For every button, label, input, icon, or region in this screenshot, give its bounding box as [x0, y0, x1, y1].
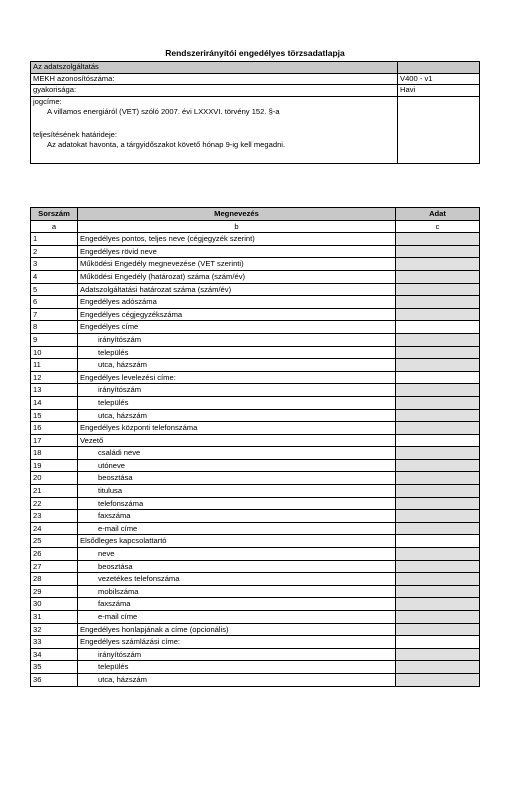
data-input-cell[interactable]	[396, 548, 480, 561]
table-row	[31, 396, 480, 409]
row-label: Engedélyes levelezési címe:	[78, 371, 396, 384]
data-input-cell[interactable]	[396, 573, 480, 586]
row-label: Működési Engedély megnevezése (VET szerinti)	[78, 258, 396, 271]
row-label: utóneve	[78, 459, 396, 472]
row-number: 26	[31, 548, 78, 561]
row-label: irányítószám	[78, 333, 396, 346]
data-input-cell[interactable]	[396, 233, 480, 246]
deadline-text: Az adatokat havonta, a tárgyidőszakot követő hónap 9-ig kell megadni.	[31, 140, 398, 151]
section-header-value	[398, 62, 480, 74]
mekh-label: MEKH azonosítószáma:	[31, 73, 398, 85]
spacer-bottom-value	[398, 151, 480, 164]
row-label: családi neve	[78, 447, 396, 460]
row-number: 1	[31, 233, 78, 246]
deadline-label: teljesítésének határideje:	[31, 130, 398, 141]
row-number: 32	[31, 623, 78, 636]
spacer-value	[398, 118, 480, 130]
row-label: település	[78, 346, 396, 359]
row-number: 20	[31, 472, 78, 485]
data-input-cell[interactable]	[396, 384, 480, 397]
frequency-label: gyakorisága:	[31, 85, 398, 97]
table-row	[31, 673, 480, 686]
row-number: 17	[31, 434, 78, 447]
row-label: Vezető	[78, 434, 396, 447]
data-input-cell[interactable]	[396, 346, 480, 359]
row-number: 21	[31, 485, 78, 498]
subheader-b: b	[78, 220, 396, 233]
table-row	[31, 270, 480, 283]
row-number: 11	[31, 359, 78, 372]
row-label: e-mail címe	[78, 522, 396, 535]
row-label: Adatszolgáltatási határozat száma (szám/év)	[78, 283, 396, 296]
row-number: 33	[31, 636, 78, 649]
table-row	[31, 585, 480, 598]
row-label: titulusa	[78, 485, 396, 498]
row-label: irányítószám	[78, 648, 396, 661]
table-row	[31, 283, 480, 296]
legal-basis-label: jogcíme:	[31, 96, 398, 107]
row-label: utca, házszám	[78, 673, 396, 686]
data-input-cell[interactable]	[396, 648, 480, 661]
row-number: 28	[31, 573, 78, 586]
row-label: település	[78, 396, 396, 409]
table-row	[31, 384, 480, 397]
data-input-cell[interactable]	[396, 270, 480, 283]
row-label: beosztása	[78, 560, 396, 573]
table-row	[31, 510, 480, 523]
row-label: Engedélyes honlapjának a címe (opcionális)	[78, 623, 396, 636]
table-row	[31, 333, 480, 346]
row-label: Engedélyes cégjegyzékszáma	[78, 308, 396, 321]
data-input-cell	[396, 321, 480, 334]
data-input-cell[interactable]	[396, 560, 480, 573]
data-input-cell[interactable]	[396, 296, 480, 309]
table-row	[31, 598, 480, 611]
master-data-table	[30, 207, 480, 687]
data-input-cell[interactable]	[396, 585, 480, 598]
table-row	[31, 522, 480, 535]
table-row	[31, 296, 480, 309]
row-number: 27	[31, 560, 78, 573]
row-label: Engedélyes pontos, teljes neve (cégjegyzék szerint)	[78, 233, 396, 246]
data-input-cell	[396, 371, 480, 384]
row-label: utca, házszám	[78, 359, 396, 372]
row-number: 4	[31, 270, 78, 283]
data-input-cell[interactable]	[396, 245, 480, 258]
data-input-cell	[396, 636, 480, 649]
data-input-cell[interactable]	[396, 485, 480, 498]
row-label: mobilszáma	[78, 585, 396, 598]
row-number: 12	[31, 371, 78, 384]
table-row	[31, 636, 480, 649]
row-number: 7	[31, 308, 78, 321]
row-label: Engedélyes címe	[78, 321, 396, 334]
legal-basis-text: A villamos energiáról (VET) szóló 2007. évi LXXXVI. törvény 152. §-a	[31, 107, 398, 118]
row-number: 35	[31, 661, 78, 674]
table-row	[31, 648, 480, 661]
data-input-cell[interactable]	[396, 522, 480, 535]
row-number: 34	[31, 648, 78, 661]
row-number: 31	[31, 611, 78, 624]
data-input-cell[interactable]	[396, 472, 480, 485]
table-row	[31, 459, 480, 472]
data-input-cell[interactable]	[396, 623, 480, 636]
row-number: 29	[31, 585, 78, 598]
table-row	[31, 497, 480, 510]
table-row	[31, 447, 480, 460]
table-row	[31, 258, 480, 271]
deadline-text-value	[398, 140, 480, 151]
data-input-cell[interactable]	[396, 283, 480, 296]
table-header-row	[31, 208, 480, 221]
data-input-cell[interactable]	[396, 459, 480, 472]
header-data: Adat	[396, 208, 480, 221]
data-input-cell[interactable]	[396, 308, 480, 321]
spacer-bottom	[31, 151, 398, 164]
page-title: Rendszerirányítói engedélyes törzsadatlapja	[165, 48, 345, 58]
row-number: 3	[31, 258, 78, 271]
table-row	[31, 611, 480, 624]
data-input-cell[interactable]	[396, 661, 480, 674]
row-label: e-mail címe	[78, 611, 396, 624]
table-row	[31, 308, 480, 321]
row-label: Engedélyes adószáma	[78, 296, 396, 309]
data-input-cell[interactable]	[396, 598, 480, 611]
data-input-cell[interactable]	[396, 258, 480, 271]
table-row	[31, 233, 480, 246]
row-label: faxszáma	[78, 510, 396, 523]
row-label: Engedélyes központi telefonszáma	[78, 422, 396, 435]
row-number: 36	[31, 673, 78, 686]
data-input-cell[interactable]	[396, 409, 480, 422]
data-input-cell[interactable]	[396, 611, 480, 624]
info-table	[30, 61, 480, 164]
data-input-cell[interactable]	[396, 422, 480, 435]
row-number: 10	[31, 346, 78, 359]
row-number: 5	[31, 283, 78, 296]
row-label: utca, házszám	[78, 409, 396, 422]
row-label: beosztása	[78, 472, 396, 485]
legal-basis-text-value	[398, 107, 480, 118]
row-number: 8	[31, 321, 78, 334]
data-input-cell[interactable]	[396, 673, 480, 686]
table-row	[31, 245, 480, 258]
mekh-value[interactable]: V400 - v1	[398, 73, 480, 85]
row-number: 15	[31, 409, 78, 422]
table-row	[31, 535, 480, 548]
table-row	[31, 359, 480, 372]
data-input-cell[interactable]	[396, 447, 480, 460]
row-number: 30	[31, 598, 78, 611]
row-label: Működési Engedély (határozat) száma (szám/év)	[78, 270, 396, 283]
deadline-label-value	[398, 130, 480, 141]
row-label: Elsődleges kapcsolattartó	[78, 535, 396, 548]
row-label: neve	[78, 548, 396, 561]
spacer	[31, 118, 398, 130]
row-label: faxszáma	[78, 598, 396, 611]
row-label: telefonszáma	[78, 497, 396, 510]
row-number: 9	[31, 333, 78, 346]
row-number: 19	[31, 459, 78, 472]
table-row	[31, 548, 480, 561]
subheader-a: a	[31, 220, 78, 233]
table-row	[31, 472, 480, 485]
table-row	[31, 623, 480, 636]
row-label: irányítószám	[78, 384, 396, 397]
table-row	[31, 573, 480, 586]
row-number: 23	[31, 510, 78, 523]
row-number: 2	[31, 245, 78, 258]
table-subheader-row	[31, 220, 480, 233]
table-row	[31, 485, 480, 498]
table-row	[31, 661, 480, 674]
table-row	[31, 371, 480, 384]
data-input-cell[interactable]	[396, 359, 480, 372]
row-number: 16	[31, 422, 78, 435]
table-row	[31, 434, 480, 447]
frequency-value[interactable]: Havi	[398, 85, 480, 97]
data-input-cell	[396, 535, 480, 548]
row-label: település	[78, 661, 396, 674]
subheader-c: c	[396, 220, 480, 233]
legal-basis-value	[398, 96, 480, 107]
row-number: 6	[31, 296, 78, 309]
row-number: 13	[31, 384, 78, 397]
header-name: Megnevezés	[78, 208, 396, 221]
row-label: Engedélyes rövid neve	[78, 245, 396, 258]
data-input-cell[interactable]	[396, 396, 480, 409]
row-label: vezetékes telefonszáma	[78, 573, 396, 586]
data-input-cell[interactable]	[396, 510, 480, 523]
header-number: Sorszám	[31, 208, 78, 221]
row-number: 18	[31, 447, 78, 460]
section-header: Az adatszolgáltatás	[31, 62, 398, 74]
row-label: Engedélyes számlázási címe:	[78, 636, 396, 649]
data-input-cell[interactable]	[396, 497, 480, 510]
row-number: 14	[31, 396, 78, 409]
table-row	[31, 409, 480, 422]
row-number: 24	[31, 522, 78, 535]
row-number: 25	[31, 535, 78, 548]
table-row	[31, 560, 480, 573]
row-number: 22	[31, 497, 78, 510]
data-input-cell	[396, 434, 480, 447]
table-row	[31, 346, 480, 359]
table-row	[31, 422, 480, 435]
data-input-cell[interactable]	[396, 333, 480, 346]
table-row	[31, 321, 480, 334]
